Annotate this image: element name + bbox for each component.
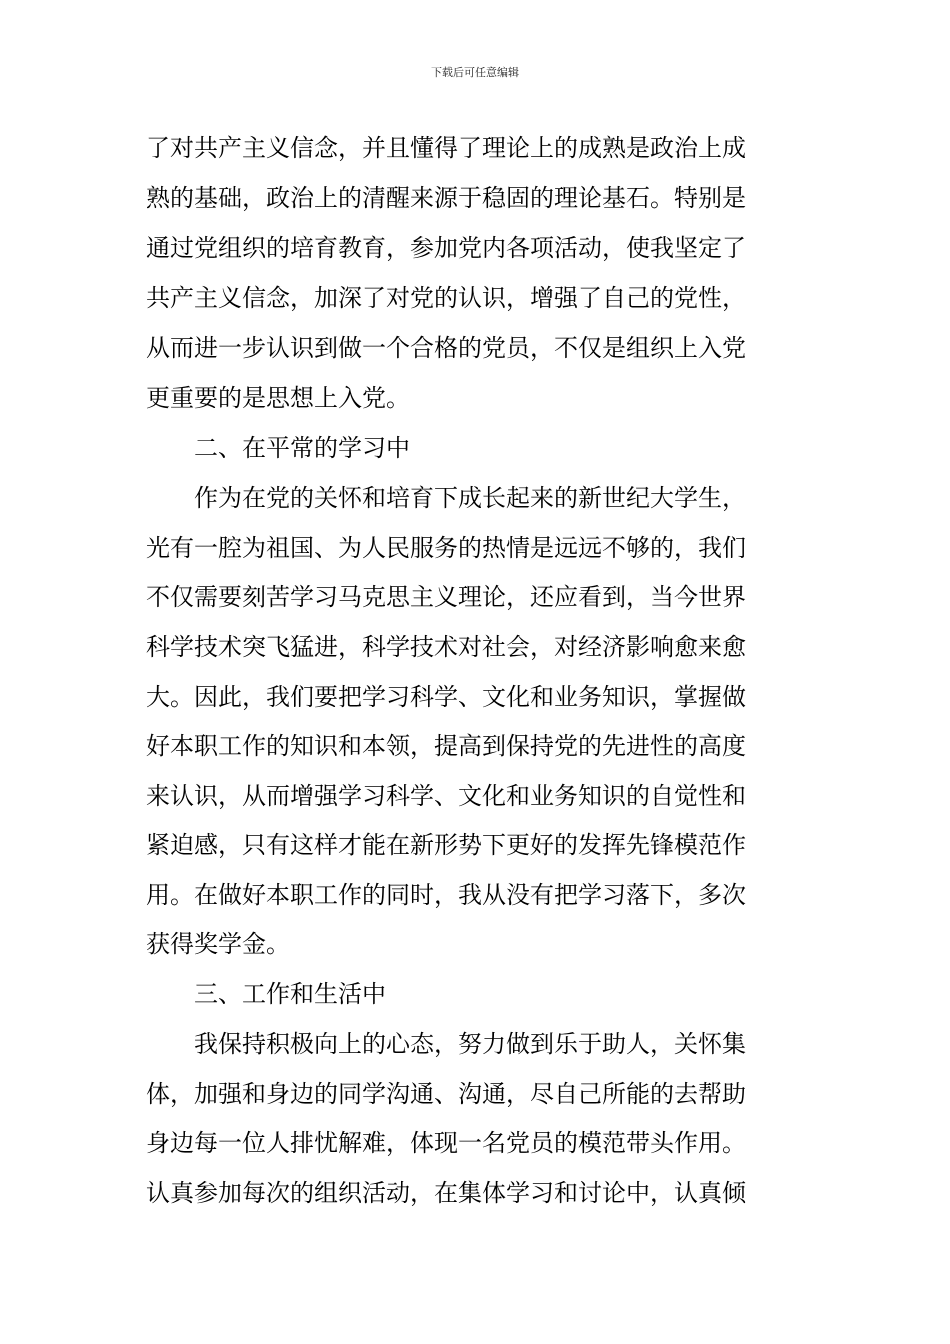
body-line: 来认识，从而增强学习科学、文化和业务知识的自觉性和 [146, 782, 746, 810]
body-line: 获得奖学金。 [146, 930, 290, 958]
body-line: 作为在党的关怀和培育下成长起来的新世纪大学生， [146, 484, 746, 512]
body-line: 光有一腔为祖国、为人民服务的热情是远远不够的，我们 [146, 534, 746, 562]
body-line: 熟的基础，政治上的清醒来源于稳固的理论基石。特别是 [146, 184, 746, 212]
body-line: 更重要的是思想上入党。 [146, 384, 410, 412]
body-line: 身边每一位人排忧解难，体现一名党员的模范带头作用。 [146, 1129, 746, 1157]
body-line: 用。在做好本职工作的同时，我从没有把学习落下，多次 [146, 881, 746, 909]
body-line: 紧迫感，只有这样才能在新形势下更好的发挥先锋模范作 [146, 831, 746, 859]
section-heading: 二、在平常的学习中 [146, 434, 410, 462]
body-line: 体，加强和身边的同学沟通、沟通，尽自己所能的去帮助 [146, 1080, 746, 1108]
body-line: 我保持积极向上的心态，努力做到乐于助人，关怀集 [146, 1030, 746, 1058]
body-line: 大。因此，我们要把学习科学、文化和业务知识，掌握做 [146, 683, 746, 711]
body-line: 从而进一步认识到做一个合格的党员，不仅是组织上入党 [146, 334, 746, 362]
body-line: 认真参加每次的组织活动，在集体学习和讨论中，认真倾 [146, 1179, 746, 1207]
section-heading: 三、工作和生活中 [146, 980, 386, 1008]
body-line: 通过党组织的培育教育，参加党内各项活动，使我坚定了 [146, 234, 746, 262]
body-line: 共产主义信念，加深了对党的认识，增强了自己的党性， [146, 284, 746, 312]
body-line: 科学技术突飞猛进，科学技术对社会，对经济影响愈来愈 [146, 633, 746, 661]
page-header: 下载后可任意编辑 [431, 66, 519, 79]
body-line: 不仅需要刻苦学习马克思主义理论，还应看到，当今世界 [146, 583, 746, 611]
body-line: 了对共产主义信念，并且懂得了理论上的成熟是政治上成 [146, 134, 746, 162]
body-line: 好本职工作的知识和本领，提高到保持党的先进性的高度 [146, 732, 746, 760]
